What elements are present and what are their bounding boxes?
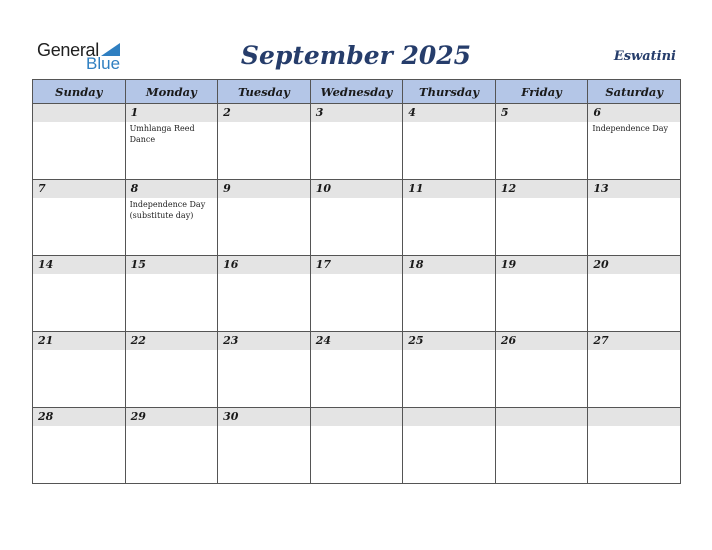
holiday-event: [218, 198, 310, 200]
day-cell: [218, 408, 311, 484]
day-cell: [495, 256, 588, 332]
weekday-header: Friday: [495, 80, 588, 104]
day-cell: [588, 180, 681, 256]
holiday-event: [588, 274, 680, 276]
day-number-band: [33, 408, 125, 426]
day-number-band: [588, 332, 680, 350]
day-cell: [588, 104, 681, 180]
day-number: 13: [593, 182, 609, 195]
logo-text-general: General: [37, 40, 99, 60]
holiday-event: [496, 122, 588, 124]
weekday-header: Wednesday: [310, 80, 403, 104]
day-number-band: [33, 332, 125, 350]
holiday-event: [403, 198, 495, 200]
day-number: 6: [593, 106, 602, 119]
day-number: 23: [223, 334, 239, 347]
week-row: [33, 332, 681, 408]
day-cell: [495, 104, 588, 180]
day-number: 7: [38, 182, 46, 195]
day-number-band: [33, 104, 125, 122]
day-number: 10: [315, 182, 331, 195]
holiday-event: Independence Day: [592, 124, 669, 133]
day-cell: [495, 180, 588, 256]
day-number: 18: [408, 258, 424, 271]
day-number-band: [496, 256, 588, 274]
day-number: 14: [38, 258, 54, 271]
day-number-band: [588, 408, 680, 426]
holiday-event: Independence Day (substitute day): [129, 200, 206, 220]
day-number: 3: [315, 106, 324, 119]
day-number: 4: [408, 106, 416, 119]
day-cell: [33, 256, 126, 332]
weekday-header: Thursday: [403, 80, 496, 104]
day-number: 19: [500, 258, 517, 271]
day-cell: [495, 332, 588, 408]
day-cell: [588, 332, 681, 408]
holiday-event: [588, 350, 680, 352]
day-cell: [125, 256, 218, 332]
day-number-band: [311, 256, 403, 274]
day-cell: [310, 180, 403, 256]
holiday-event: [33, 122, 125, 124]
day-number-band: [496, 408, 588, 426]
holiday-event: [403, 426, 495, 428]
day-number-band: [218, 104, 310, 122]
holiday-event: [311, 274, 403, 276]
day-number: 30: [223, 410, 239, 423]
weekday-header: Monday: [125, 80, 218, 104]
holiday-event: [33, 274, 125, 276]
day-number-band: [33, 180, 125, 198]
day-number: 11: [408, 182, 424, 195]
day-number-band: [311, 180, 403, 198]
holiday-event: [588, 426, 680, 428]
day-cell: [403, 408, 496, 484]
day-number-band: [403, 408, 495, 426]
day-number-band: [311, 332, 403, 350]
day-cell: [588, 408, 681, 484]
day-number: 20: [593, 258, 609, 271]
day-number: 1: [130, 106, 139, 119]
day-cell: [310, 256, 403, 332]
day-number: 9: [223, 182, 231, 195]
holiday-event: [126, 274, 218, 276]
day-number-band: [403, 104, 495, 122]
day-number-band: [218, 332, 310, 350]
day-cell: [33, 180, 126, 256]
day-number-band: [311, 408, 403, 426]
day-cell: [33, 408, 126, 484]
holiday-event: [403, 122, 495, 124]
day-number: 22: [130, 334, 146, 347]
day-number-band: [588, 180, 680, 198]
holiday-event: [311, 122, 403, 124]
holiday-event: [33, 350, 125, 352]
country-label: Eswatini: [613, 49, 676, 64]
day-cell: [588, 256, 681, 332]
day-number-band: [496, 180, 588, 198]
day-cell: [33, 332, 126, 408]
weekday-header: Tuesday: [218, 80, 311, 104]
holiday-event: [588, 198, 680, 200]
day-cell: [125, 180, 218, 256]
day-number: 2: [223, 106, 231, 119]
day-number: 16: [223, 258, 239, 271]
day-cell: [125, 104, 218, 180]
holiday-event: [126, 350, 218, 352]
day-cell: [310, 332, 403, 408]
day-cell: [218, 104, 311, 180]
calendar-grid: [32, 79, 681, 484]
holiday-event: [218, 274, 310, 276]
weekday-header-row: [33, 80, 681, 104]
day-number-band: [588, 104, 680, 122]
holiday-event: [311, 350, 403, 352]
day-cell: [403, 256, 496, 332]
day-number: 17: [315, 258, 331, 271]
day-number: 27: [593, 334, 609, 347]
holiday-event: [33, 426, 125, 428]
weekday-header: Saturday: [588, 80, 681, 104]
day-number-band: [403, 180, 495, 198]
day-number-band: [126, 180, 218, 198]
day-number-band: [218, 256, 310, 274]
day-cell: [218, 256, 311, 332]
week-row: [33, 256, 681, 332]
day-cell: [310, 104, 403, 180]
day-number: 15: [130, 258, 146, 271]
holiday-event: [496, 426, 588, 428]
day-number: 26: [500, 334, 517, 347]
day-cell: [218, 332, 311, 408]
holiday-event: [496, 198, 588, 200]
day-number: 25: [408, 334, 424, 347]
week-row: [33, 180, 681, 256]
day-cell: [310, 408, 403, 484]
day-number-band: [33, 256, 125, 274]
logo-text-blue: Blue: [86, 54, 121, 73]
day-cell: [33, 104, 126, 180]
day-cell: [403, 180, 496, 256]
day-number-band: [218, 180, 310, 198]
day-number-band: [496, 104, 588, 122]
day-number-band: [126, 408, 218, 426]
holiday-event: [218, 350, 310, 352]
holiday-event: Umhlanga Reed Dance: [129, 124, 195, 144]
day-number-band: [588, 256, 680, 274]
holiday-event: [403, 274, 495, 276]
week-row: [33, 104, 681, 180]
day-number: 29: [130, 410, 146, 423]
day-cell: [125, 408, 218, 484]
holiday-event: [311, 198, 403, 200]
day-number-band: [126, 256, 218, 274]
holiday-event: [496, 274, 588, 276]
day-cell: [403, 104, 496, 180]
day-number-band: [126, 104, 218, 122]
day-number: 5: [500, 106, 509, 119]
holiday-event: [496, 350, 588, 352]
day-number-band: [311, 104, 403, 122]
holiday-event: [218, 122, 310, 124]
day-number-band: [218, 408, 310, 426]
day-cell: [403, 332, 496, 408]
holiday-event: [403, 350, 495, 352]
day-cell: [125, 332, 218, 408]
holiday-event: [126, 426, 218, 428]
holiday-event: [218, 426, 310, 428]
day-number-band: [403, 256, 495, 274]
day-number: 12: [500, 182, 517, 195]
day-cell: [495, 408, 588, 484]
day-number: 24: [315, 334, 331, 347]
week-row: [33, 408, 681, 484]
holiday-event: [33, 198, 125, 200]
day-number: 21: [38, 334, 54, 347]
day-number: 28: [38, 410, 54, 423]
day-number-band: [403, 332, 495, 350]
weekday-header: Sunday: [33, 80, 126, 104]
calendar-title: September 2025: [240, 41, 472, 70]
day-cell: [218, 180, 311, 256]
day-number-band: [126, 332, 218, 350]
day-number-band: [496, 332, 588, 350]
day-number: 8: [130, 182, 139, 195]
holiday-event: [311, 426, 403, 428]
